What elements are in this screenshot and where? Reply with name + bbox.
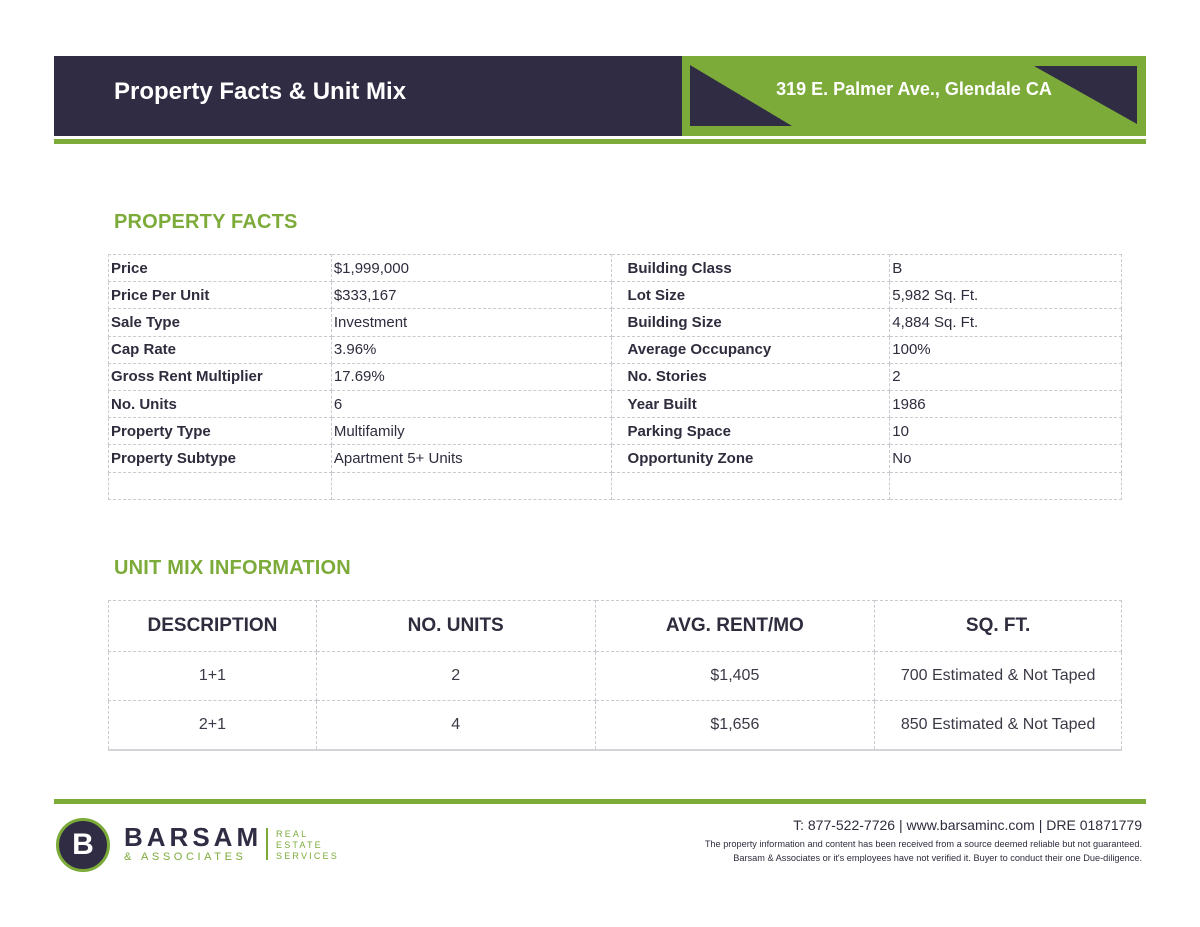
fact-value: 100%	[890, 336, 1122, 363]
fact-label: Gross Rent Multiplier	[109, 363, 332, 390]
unit-mix-heading: UNIT MIX INFORMATION	[114, 557, 351, 579]
table-row	[109, 472, 1122, 499]
unit-count: 4	[316, 701, 595, 750]
table-row	[109, 309, 1122, 336]
logo-letter: B	[72, 828, 94, 861]
fact-label: Property Type	[109, 418, 332, 445]
fact-label: Year Built	[611, 390, 890, 417]
logo-service-line: REAL	[276, 829, 309, 839]
column-header: SQ. FT.	[875, 601, 1122, 652]
fact-value: 1986	[890, 390, 1122, 417]
unit-avg-rent: $1,405	[595, 652, 875, 701]
page-title: Property Facts & Unit Mix	[114, 78, 407, 105]
fact-value: No	[890, 445, 1122, 472]
fact-value: $333,167	[331, 282, 611, 309]
table-row	[109, 418, 1122, 445]
table-row	[109, 363, 1122, 390]
fact-label: Opportunity Zone	[611, 445, 890, 472]
fact-label: Building Size	[611, 309, 890, 336]
fact-value	[331, 472, 611, 499]
disclaimer-line: Barsam & Associates or it's employees have not verified it. Buyer to conduct their one Due-diligence.	[733, 853, 1142, 863]
logo-divider	[266, 828, 268, 860]
contact-info: T: 877-522-7726 | www.barsaminc.com | DRE 01871779	[793, 817, 1142, 833]
fact-label: Average Occupancy	[611, 336, 890, 363]
logo-subtitle: & ASSOCIATES	[124, 851, 247, 863]
column-header: NO. UNITS	[316, 601, 595, 652]
unit-mix-header-row	[109, 601, 1122, 652]
table-row	[109, 336, 1122, 363]
fact-value: Multifamily	[331, 418, 611, 445]
fact-label	[109, 472, 332, 499]
fact-value: 2	[890, 363, 1122, 390]
footer-rule	[54, 799, 1146, 804]
table-row	[109, 445, 1122, 472]
property-address: 319 E. Palmer Ave., Glendale CA	[776, 79, 1052, 99]
table-row	[109, 701, 1122, 750]
unit-sqft: 700 Estimated & Not Taped	[875, 652, 1122, 701]
header-banner	[54, 56, 1146, 136]
fact-label: Property Subtype	[109, 445, 332, 472]
fact-label: Parking Space	[611, 418, 890, 445]
fact-label: Building Class	[611, 255, 890, 282]
table-row	[109, 255, 1122, 282]
column-header: AVG. RENT/MO	[595, 601, 875, 652]
fact-value: 4,884 Sq. Ft.	[890, 309, 1122, 336]
disclaimer-line: The property information and content has been received from a source deemed reliable but not guaranteed.	[704, 839, 1142, 849]
header-rule	[54, 139, 1146, 144]
logo-badge	[56, 818, 110, 872]
fact-value: $1,999,000	[331, 255, 611, 282]
logo-name: BARSAM	[124, 822, 263, 852]
fact-label: Lot Size	[611, 282, 890, 309]
fact-label: Sale Type	[109, 309, 332, 336]
fact-label: No. Units	[109, 390, 332, 417]
property-facts-heading: PROPERTY FACTS	[114, 211, 298, 233]
fact-value: 3.96%	[331, 336, 611, 363]
fact-label: Cap Rate	[109, 336, 332, 363]
column-header: DESCRIPTION	[109, 601, 317, 652]
fact-value: Investment	[331, 309, 611, 336]
table-row	[109, 652, 1122, 701]
fact-value	[890, 472, 1122, 499]
fact-value: B	[890, 255, 1122, 282]
logo-service-line: ESTATE	[276, 840, 323, 850]
fact-label: Price	[109, 255, 332, 282]
fact-value: 17.69%	[331, 363, 611, 390]
fact-value: 10	[890, 418, 1122, 445]
unit-avg-rent: $1,656	[595, 701, 875, 750]
unit-mix-table	[108, 600, 1122, 751]
unit-description: 2+1	[109, 701, 317, 750]
unit-sqft: 850 Estimated & Not Taped	[875, 701, 1122, 750]
property-facts-table	[108, 254, 1122, 500]
address-panel	[682, 56, 1146, 136]
fact-value: 5,982 Sq. Ft.	[890, 282, 1122, 309]
unit-description: 1+1	[109, 652, 317, 701]
fact-value: Apartment 5+ Units	[331, 445, 611, 472]
table-row	[109, 282, 1122, 309]
logo-service-line: SERVICES	[276, 851, 339, 861]
table-row	[109, 390, 1122, 417]
fact-label: Price Per Unit	[109, 282, 332, 309]
fact-label	[611, 472, 890, 499]
fact-value: 6	[331, 390, 611, 417]
unit-count: 2	[316, 652, 595, 701]
fact-label: No. Stories	[611, 363, 890, 390]
